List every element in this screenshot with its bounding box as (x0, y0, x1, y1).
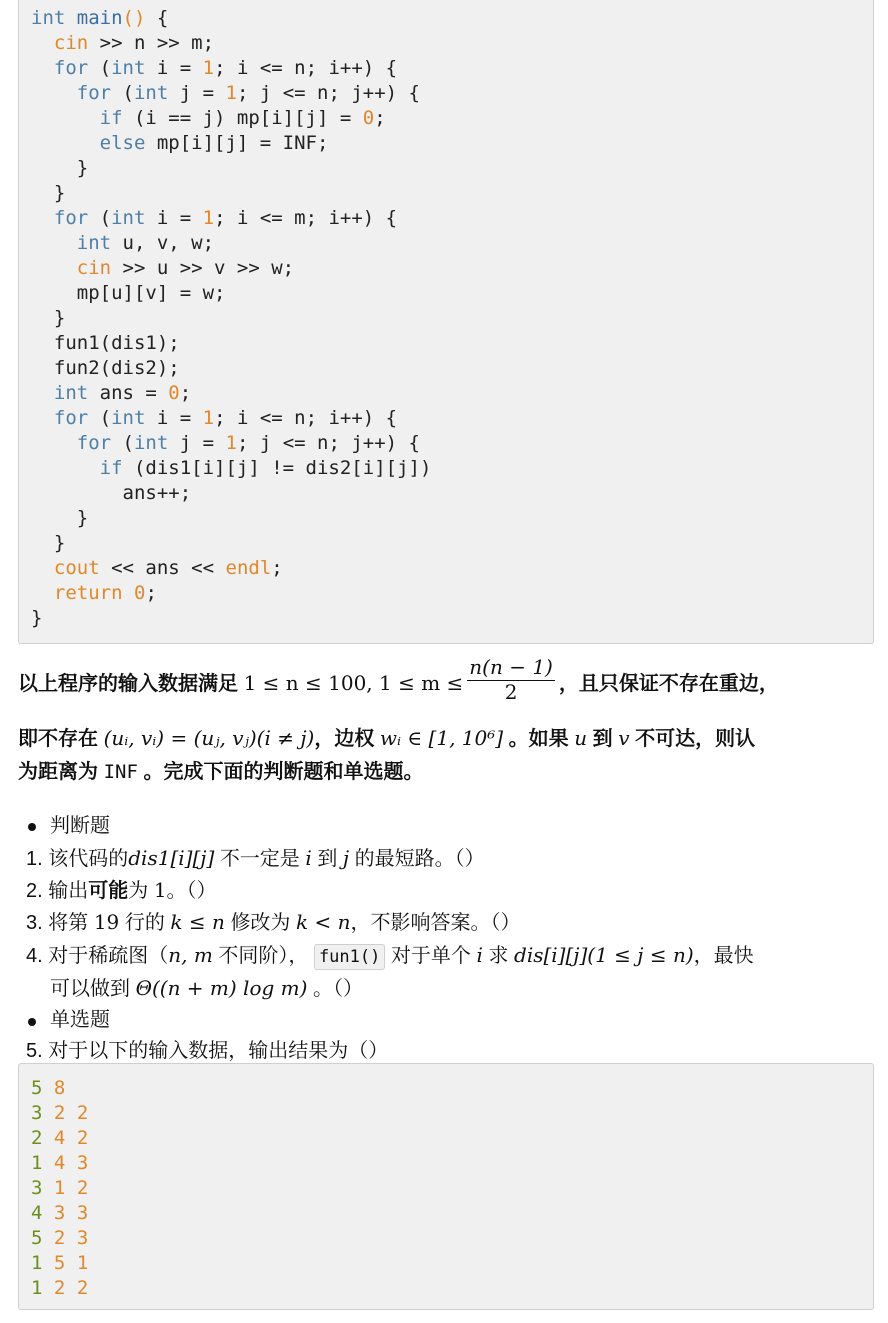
code-line: cout << ans << endl; (53, 557, 283, 579)
q-text: 不同阶）， (218, 945, 309, 967)
constraint-formula: 1 ≤ n ≤ 100, 1 ≤ m ≤ (243, 670, 464, 695)
q-math: 1 (153, 878, 167, 902)
code-line: int main() { (31, 7, 169, 29)
main-code-block (18, 0, 874, 644)
q-text: 为 (128, 880, 149, 902)
q-math: dis[i][j](1 ≤ j ≤ n) (514, 943, 694, 967)
question-3 (26, 906, 520, 939)
desc-text: 到 (592, 728, 613, 750)
code-line: for (int j = 1; j <= n; j++) { (76, 432, 420, 454)
input-line: 5 8 (31, 1077, 66, 1099)
q-text: ，最快 (693, 945, 754, 967)
desc-text: ，且只保证不存在重边， (558, 672, 779, 695)
desc-text: 即不存在 (18, 728, 98, 750)
inf-text: INF (103, 761, 138, 783)
q-text: 求 (488, 945, 509, 967)
q-text: 输出 (48, 880, 89, 902)
code-line: else mp[i][j] = INF; (99, 132, 329, 154)
desc-text: 为距离为 (18, 761, 98, 783)
q-text: 可以做到 (50, 978, 130, 1000)
sc-heading: 单选题 (50, 1009, 110, 1031)
q-text: 对于单个 (390, 945, 471, 967)
code-line: } (31, 507, 89, 529)
question-4-cont (50, 972, 363, 1005)
tf-heading: 判断题 (50, 815, 110, 837)
code-line: if (dis1[i][j] != dis2[i][j]) (99, 457, 432, 479)
input-line: 1 4 3 (31, 1152, 89, 1174)
q-math: 19 (93, 910, 120, 934)
input-line: 2 4 2 (31, 1127, 89, 1149)
input-data-text (31, 1076, 88, 1301)
var-v: v (618, 726, 630, 750)
input-line: 3 1 2 (31, 1177, 89, 1199)
code-line: fun1(dis1); (31, 332, 180, 354)
desc-text: 。完成下面的判断题和单选题。 (143, 761, 424, 783)
input-line: 3 2 2 (31, 1102, 89, 1124)
code-line: } (31, 307, 66, 329)
q-text: 行的 (124, 912, 165, 934)
code-line: int ans = 0; (53, 382, 192, 404)
code-line: cin >> n >> m; (53, 32, 215, 54)
code-text (31, 6, 431, 631)
fraction-numerator: n(n − 1) (469, 655, 553, 679)
bullet-icon (28, 1018, 36, 1026)
q-text: 到 (317, 848, 338, 870)
no-multi-edge-formula: (uᵢ, vᵢ) = (uⱼ, vⱼ)(i ≠ j) (103, 726, 315, 750)
q-bold: 可能 (88, 880, 129, 902)
inline-code-fun1: fun1() (314, 944, 385, 970)
code-line: int u, v, w; (76, 232, 215, 254)
desc-text: 。如果 (508, 728, 569, 750)
question-number: 1. (26, 848, 43, 870)
code-line: for (int i = 1; i <= n; i++) { (53, 57, 398, 79)
q-text: 对于稀疏图（ (48, 945, 169, 967)
problem-description (18, 655, 868, 709)
input-line: 1 2 2 (31, 1277, 89, 1299)
q-math: dis1[i][j] (128, 846, 215, 870)
q-text: ，不影响答案。（） (350, 912, 521, 934)
problem-description-line3 (18, 755, 868, 789)
question-number: 5. (26, 1040, 43, 1062)
fraction (467, 654, 555, 703)
input-line: 4 3 3 (31, 1202, 89, 1224)
code-line: } (31, 182, 66, 204)
problem-description-line2 (18, 721, 868, 756)
code-line: for (int i = 1; i <= m; i++) { (53, 207, 398, 229)
question-number: 2. (26, 880, 43, 902)
question-4 (26, 939, 754, 972)
weight-range-formula: wᵢ ∈ [1, 10⁶] (379, 726, 504, 750)
code-line: mp[u][v] = w; (31, 282, 226, 304)
code-line: } (31, 532, 66, 554)
q-text: 。（） (166, 880, 217, 902)
q-math: Θ((n + m) log m) (135, 976, 308, 1000)
code-line: ans++; (31, 482, 192, 504)
input-line: 5 2 3 (31, 1227, 89, 1249)
q-math: n, m (168, 943, 213, 967)
desc-text: 不可达，则认 (635, 728, 756, 750)
input-line: 1 5 1 (31, 1252, 89, 1274)
question-number: 4. (26, 945, 43, 967)
code-line: for (int j = 1; j <= n; j++) { (76, 82, 420, 104)
q-math: i (305, 846, 312, 870)
code-line: } (31, 607, 43, 629)
q-text: 将第 (48, 912, 89, 934)
fraction-denominator: 2 (504, 680, 518, 704)
q-text: 该代码的 (48, 848, 129, 870)
question-1 (26, 842, 485, 875)
desc-text: 以上程序的输入数据满足 (18, 672, 238, 695)
q-text: 不一定是 (219, 848, 300, 870)
bullet-icon (28, 823, 36, 831)
input-data-block (18, 1063, 874, 1310)
q-text: 对于以下的输入数据，输出结果为（） (48, 1040, 389, 1062)
code-line: return 0; (53, 582, 157, 604)
question-number: 3. (26, 912, 43, 934)
desc-text: ，边权 (314, 728, 375, 750)
code-line: } (31, 157, 89, 179)
var-u: u (574, 726, 588, 750)
q-text: 。（） (312, 978, 363, 1000)
q-math: j (342, 846, 350, 870)
q-text: 修改为 (230, 912, 291, 934)
q-math: k < n (296, 910, 351, 934)
code-line: for (int i = 1; i <= n; i++) { (53, 407, 398, 429)
q-text: 的最短路。（） (354, 848, 485, 870)
q-math: i (476, 943, 483, 967)
q-math: k ≤ n (170, 910, 225, 934)
code-line: if (i == j) mp[i][j] = 0; (99, 107, 386, 129)
code-line: cin >> u >> v >> w; (76, 257, 295, 279)
question-2 (26, 874, 217, 907)
code-line: fun2(dis2); (31, 357, 180, 379)
